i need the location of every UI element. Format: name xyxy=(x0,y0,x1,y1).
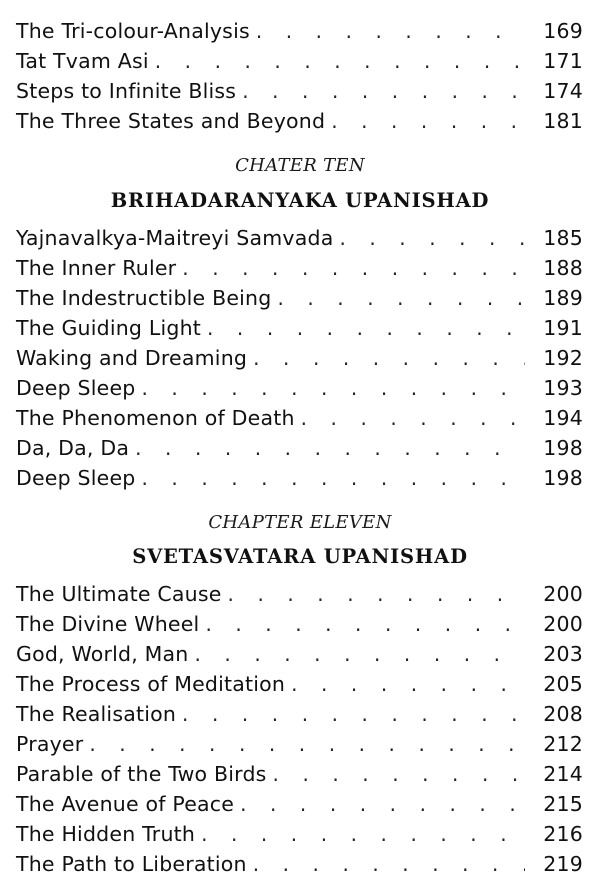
entry-title: Da, Da, Da xyxy=(16,436,130,460)
entry-page-number: 198 xyxy=(543,466,583,490)
dot-leader xyxy=(89,729,525,759)
chapter-label: CHATER TEN xyxy=(235,155,365,176)
toc-entry[interactable] xyxy=(16,16,583,46)
dot-leader xyxy=(301,403,525,433)
dot-leader xyxy=(142,463,526,493)
entry-title: The Hidden Truth xyxy=(16,822,196,846)
toc-entry[interactable] xyxy=(16,759,583,789)
dot-leader xyxy=(195,639,526,669)
toc-entry[interactable] xyxy=(16,46,583,76)
dot-leader xyxy=(135,433,525,463)
entry-page-number: 219 xyxy=(543,852,583,876)
dot-leader xyxy=(155,46,525,76)
entry-page-number: 181 xyxy=(543,109,583,133)
toc-entry[interactable] xyxy=(16,223,583,253)
entry-title: The Indestructible Being xyxy=(16,286,272,310)
toc-entry[interactable] xyxy=(16,669,583,699)
entry-title: The Inner Ruler xyxy=(16,256,177,280)
entry-title: Yajnavalkya-Maitreyi Samvada xyxy=(16,226,334,250)
dot-leader xyxy=(182,253,525,283)
entry-page-number: 169 xyxy=(543,19,583,43)
toc-entry[interactable] xyxy=(16,433,583,463)
toc-entry[interactable] xyxy=(16,403,583,433)
toc-entry[interactable] xyxy=(16,253,583,283)
dot-leader xyxy=(277,283,525,313)
entry-page-number: 185 xyxy=(543,226,583,250)
dot-leader xyxy=(273,759,525,789)
entry-title: The Realisation xyxy=(16,702,177,726)
toc-entry[interactable] xyxy=(16,463,583,493)
toc-entry[interactable] xyxy=(16,819,583,849)
entry-title: The Tri-colour-Analysis xyxy=(16,19,250,43)
dot-leader xyxy=(228,579,525,609)
entry-page-number: 189 xyxy=(543,286,583,310)
dot-leader xyxy=(201,819,525,849)
entry-page-number: 193 xyxy=(543,376,583,400)
dot-leader xyxy=(182,699,525,729)
entry-page-number: 215 xyxy=(543,792,583,816)
entry-title: Parable of the Two Birds xyxy=(16,762,267,786)
dot-leader xyxy=(331,106,525,136)
toc-entry[interactable] xyxy=(16,283,583,313)
entry-title: The Three States and Beyond xyxy=(16,109,326,133)
entry-title: The Process of Meditation xyxy=(16,672,286,696)
entry-title: The Path to Liberation xyxy=(16,852,247,876)
entry-page-number: 200 xyxy=(543,582,583,606)
toc-entry[interactable] xyxy=(16,76,583,106)
chapter-label: CHAPTER ELEVEN xyxy=(208,512,392,533)
entry-title: The Ultimate Cause xyxy=(16,582,222,606)
toc-entry[interactable] xyxy=(16,639,583,669)
dot-leader xyxy=(253,343,525,373)
entry-title: The Avenue of Peace xyxy=(16,792,235,816)
entry-page-number: 174 xyxy=(543,79,583,103)
dot-leader xyxy=(240,789,525,819)
toc-entry[interactable] xyxy=(16,579,583,609)
entry-title: God, World, Man xyxy=(16,642,189,666)
dot-leader xyxy=(291,669,525,699)
entry-title: The Phenomenon of Death xyxy=(16,406,295,430)
entry-title: The Guiding Light xyxy=(16,316,202,340)
entry-title: Tat Tvam Asi xyxy=(16,49,149,73)
entry-title: Deep Sleep xyxy=(16,376,136,400)
chapter-title: SVETASVATARA UPANISHAD xyxy=(132,545,468,568)
dot-leader xyxy=(207,313,525,343)
toc-entry[interactable] xyxy=(16,343,583,373)
dot-leader xyxy=(256,16,525,46)
entry-page-number: 200 xyxy=(543,612,583,636)
entry-page-number: 214 xyxy=(543,762,583,786)
entry-title: Prayer xyxy=(16,732,84,756)
dot-leader xyxy=(142,373,526,403)
entry-page-number: 212 xyxy=(543,732,583,756)
dot-leader xyxy=(242,76,525,106)
entry-page-number: 205 xyxy=(543,672,583,696)
toc-entry[interactable] xyxy=(16,699,583,729)
entry-page-number: 198 xyxy=(543,436,583,460)
entry-page-number: 194 xyxy=(543,406,583,430)
entry-page-number: 192 xyxy=(543,346,583,370)
entry-page-number: 208 xyxy=(543,702,583,726)
toc-entry[interactable] xyxy=(16,849,583,879)
entry-page-number: 203 xyxy=(543,642,583,666)
entry-title: Waking and Dreaming xyxy=(16,346,248,370)
entry-title: Steps to Infinite Bliss xyxy=(16,79,237,103)
dot-leader xyxy=(339,223,525,253)
chapter-title: BRIHADARANYAKA UPANISHAD xyxy=(110,189,490,212)
dot-leader xyxy=(205,609,525,639)
entry-page-number: 191 xyxy=(543,316,583,340)
toc-entry[interactable] xyxy=(16,373,583,403)
entry-title: Deep Sleep xyxy=(16,466,136,490)
entry-page-number: 188 xyxy=(543,256,583,280)
toc-entry[interactable] xyxy=(16,609,583,639)
toc-entry[interactable] xyxy=(16,106,583,136)
toc-entry[interactable] xyxy=(16,313,583,343)
entry-title: The Divine Wheel xyxy=(16,612,200,636)
toc-entry[interactable] xyxy=(16,789,583,819)
entry-page-number: 171 xyxy=(543,49,583,73)
entry-page-number: 216 xyxy=(543,822,583,846)
dot-leader xyxy=(253,849,525,879)
toc-entry[interactable] xyxy=(16,729,583,759)
